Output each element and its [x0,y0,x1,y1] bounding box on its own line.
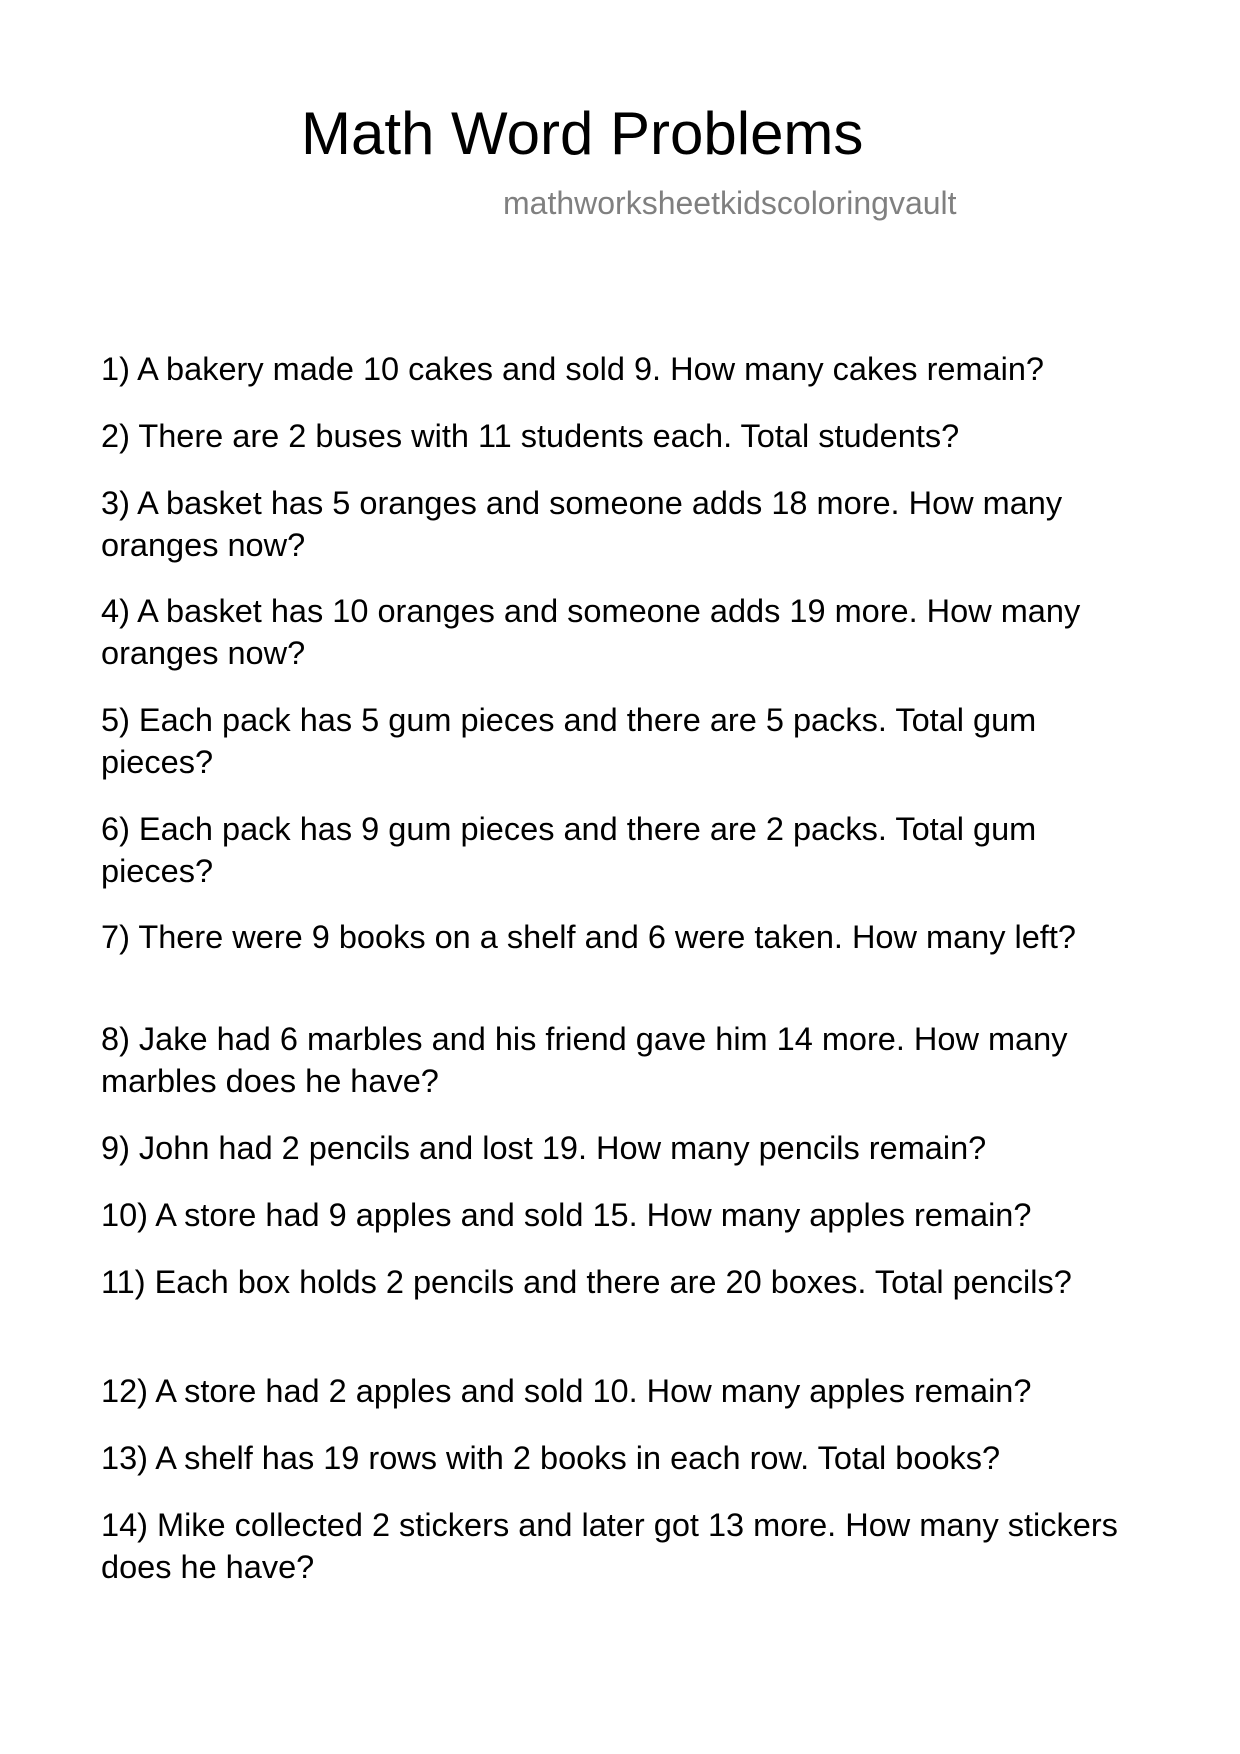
problem-item-5: 5) Each pack has 5 gum pieces and there are 5 packs. Total gum pieces? [101,702,1037,780]
page-subtitle: mathworksheetkidscoloringvault [503,185,957,221]
problem-item-3: 3) A basket has 5 oranges and someone adds 18 more. How many oranges now? [101,485,1063,563]
problem-item-4: 4) A basket has 10 oranges and someone adds 19 more. How many oranges now? [101,593,1081,671]
problem-item-12: 12) A store had 2 apples and sold 10. How many apples remain? [101,1373,1032,1409]
problem-item-6: 6) Each pack has 9 gum pieces and there are 2 packs. Total gum pieces? [101,811,1037,889]
problem-item-9: 9) John had 2 pencils and lost 19. How many pencils remain? [101,1130,987,1166]
problem-item-10: 10) A store had 9 apples and sold 15. How many apples remain? [101,1197,1032,1233]
page-title: Math Word Problems [301,100,864,167]
problem-item-1: 1) A bakery made 10 cakes and sold 9. How many cakes remain? [101,351,1044,387]
problem-item-14: 14) Mike collected 2 stickers and later got 13 more. How many stickers does he have? [101,1507,1118,1585]
problem-item-13: 13) A shelf has 19 rows with 2 books in each row. Total books? [101,1440,1001,1476]
problem-item-7: 7) There were 9 books on a shelf and 6 were taken. How many left? [101,919,1076,955]
problem-item-2: 2) There are 2 buses with 11 students each. Total students? [101,418,960,454]
problem-item-8: 8) Jake had 6 marbles and his friend gave him 14 more. How many marbles does he have? [101,1021,1068,1099]
problem-item-11: 11) Each box holds 2 pencils and there are 20 boxes. Total pencils? [101,1264,1072,1300]
